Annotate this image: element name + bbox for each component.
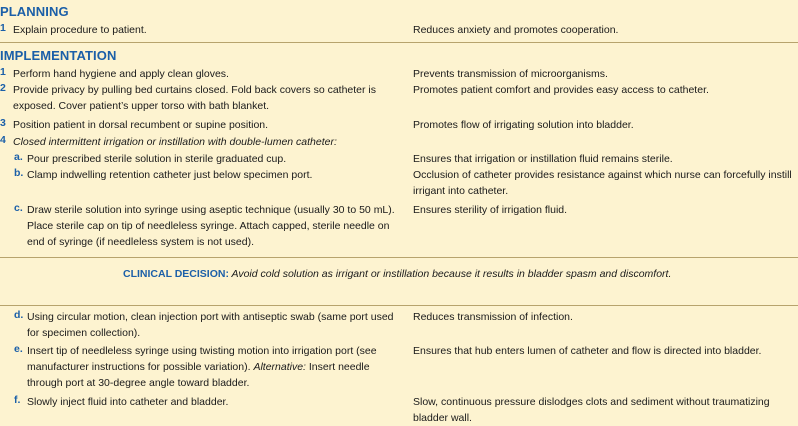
step-text: Pour prescribed sterile solution in sterile graduated cup.: [27, 153, 287, 165]
step-number: 4: [0, 134, 6, 146]
substep-letter: e.: [14, 343, 23, 355]
step-text: Perform hand hygiene and apply clean gloves.: [13, 68, 229, 80]
step-text: Draw sterile solution into syringe using aseptic technique (usually 30 to 50 mL). Place sterile cap on tip of needleless syringe. Attach capped, sterile needle on end of syringe (if needleless system is not used).: [27, 204, 395, 248]
step-text: [27, 343, 395, 391]
step-number: 3: [0, 117, 6, 129]
rationale-text: Promotes flow of irrigating solution into bladder.: [413, 119, 634, 131]
rationale-text: Occlusion of catheter provides resistance against which nurse can forcefully instill irrigant into catheter.: [413, 169, 792, 197]
rationale-text: Ensures sterility of irrigation fluid.: [413, 204, 568, 216]
substep-letter: d.: [14, 309, 24, 321]
rationale-text: Prevents transmission of microorganisms.: [413, 68, 608, 80]
clinical-decision-box: [0, 257, 798, 306]
rationale-text: Ensures that irrigation or instillation fluid remains sterile.: [413, 153, 673, 165]
rationale-text: Reduces transmission of infection.: [413, 311, 573, 323]
step-number: 2: [0, 82, 6, 94]
substep-letter: b.: [14, 167, 24, 179]
rationale-text: Ensures that hub enters lumen of catheter and flow is directed into bladder.: [413, 345, 762, 357]
step-text: Clamp indwelling retention catheter just below specimen port.: [27, 169, 313, 181]
step-number: 1: [0, 22, 6, 34]
step-text: Explain procedure to patient.: [13, 24, 147, 36]
rationale-text: Slow, continuous pressure dislodges clots and sediment without traumatizing bladder wall.: [413, 396, 770, 424]
step-text: Provide privacy by pulling bed curtains closed. Fold back covers so catheter is exposed. Cover patient’s upper torso with bath blanket.: [13, 84, 377, 112]
substep-letter: c.: [14, 202, 23, 214]
step-text-part: Insert tip of needleless syringe using twisting motion into irrigation port (see manufacturer instructions for possible variation).: [27, 345, 377, 373]
alternative-label: Alternative:: [253, 361, 306, 373]
step-text: Slowly inject fluid into catheter and bladder.: [27, 396, 229, 408]
clinical-decision-label: CLINICAL DECISION:: [123, 268, 229, 280]
rationale-text: Reduces anxiety and promotes cooperation.: [413, 24, 619, 36]
rationale-text: Promotes patient comfort and provides easy access to catheter.: [413, 84, 709, 96]
step-number: 1: [0, 66, 6, 78]
section-divider: [0, 42, 798, 43]
planning-heading: PLANNING: [0, 4, 69, 19]
clinical-decision-body: Avoid cold solution as irrigant or instillation because it results in bladder spasm and discomfort.: [231, 268, 672, 280]
step-text: Using circular motion, clean injection port with antiseptic swab (same port used for specimen collection).: [27, 311, 394, 339]
implementation-heading: IMPLEMENTATION: [0, 48, 117, 63]
substep-letter: a.: [14, 151, 23, 163]
step-text: Closed intermittent irrigation or instillation with double-lumen catheter:: [13, 136, 337, 148]
clinical-decision-text: [123, 266, 683, 282]
step-text: Position patient in dorsal recumbent or supine position.: [13, 119, 269, 131]
step-text-part: Insert needle through port at 30-degree angle toward bladder.: [27, 361, 370, 389]
substep-letter: f.: [14, 394, 21, 406]
